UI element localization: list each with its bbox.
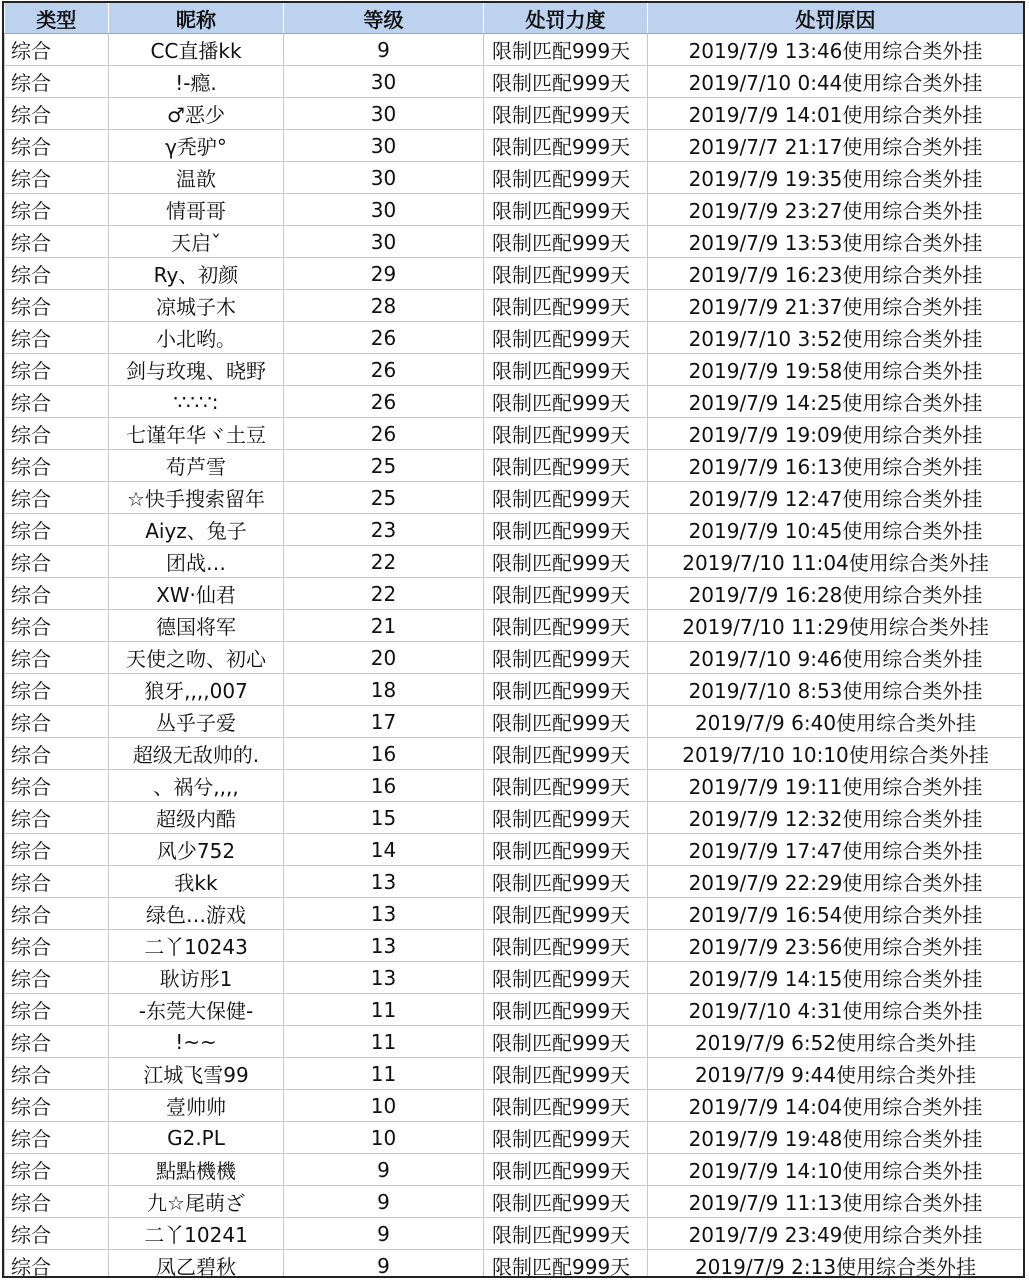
table-row [5, 610, 1024, 642]
cell-level: 9 [284, 1250, 484, 1279]
cell-nickname: 团战… [109, 546, 284, 578]
header-reason: 处罚原因 [648, 3, 1024, 34]
cell-reason: 2019/7/10 10:10使用综合类外挂 [648, 738, 1024, 770]
cell-penalty: 限制匹配999天 [484, 194, 648, 226]
table-row [5, 130, 1024, 162]
cell-type: 综合 [5, 834, 109, 866]
table-row [5, 418, 1024, 450]
cell-penalty: 限制匹配999天 [484, 802, 648, 834]
cell-level: 9 [284, 34, 484, 66]
table-row [5, 770, 1024, 802]
cell-type: 综合 [5, 418, 109, 450]
cell-reason: 2019/7/10 3:52使用综合类外挂 [648, 322, 1024, 354]
cell-level: 30 [284, 66, 484, 98]
cell-penalty: 限制匹配999天 [484, 898, 648, 930]
cell-type: 综合 [5, 1218, 109, 1250]
cell-level: 30 [284, 226, 484, 258]
cell-level: 21 [284, 610, 484, 642]
table-row [5, 962, 1024, 994]
cell-type: 综合 [5, 706, 109, 738]
cell-type: 综合 [5, 642, 109, 674]
cell-level: 30 [284, 162, 484, 194]
cell-level: 22 [284, 578, 484, 610]
cell-reason: 2019/7/9 10:45使用综合类外挂 [648, 514, 1024, 546]
cell-type: 综合 [5, 770, 109, 802]
cell-type: 综合 [5, 34, 109, 66]
table-row [5, 1186, 1024, 1218]
cell-level: 10 [284, 1090, 484, 1122]
table-row [5, 1090, 1024, 1122]
cell-penalty: 限制匹配999天 [484, 738, 648, 770]
cell-reason: 2019/7/9 6:40使用综合类外挂 [648, 706, 1024, 738]
table-row [5, 1026, 1024, 1058]
cell-reason: 2019/7/9 16:28使用综合类外挂 [648, 578, 1024, 610]
cell-level: 9 [284, 1154, 484, 1186]
cell-penalty: 限制匹配999天 [484, 34, 648, 66]
cell-reason: 2019/7/9 14:01使用综合类外挂 [648, 98, 1024, 130]
cell-type: 综合 [5, 578, 109, 610]
cell-level: 26 [284, 354, 484, 386]
cell-nickname: 二丫10243 [109, 930, 284, 962]
cell-nickname: 凤乙碧秋 [109, 1250, 284, 1279]
cell-nickname: 二丫10241 [109, 1218, 284, 1250]
cell-reason: 2019/7/9 19:48使用综合类外挂 [648, 1122, 1024, 1154]
cell-nickname: 壹帅帅 [109, 1090, 284, 1122]
cell-type: 综合 [5, 98, 109, 130]
cell-nickname: 天使之吻、初心 [109, 642, 284, 674]
cell-nickname: 超级内酷 [109, 802, 284, 834]
header-nickname: 昵称 [109, 3, 284, 34]
table-row [5, 706, 1024, 738]
cell-type: 综合 [5, 450, 109, 482]
cell-level: 17 [284, 706, 484, 738]
cell-reason: 2019/7/9 6:52使用综合类外挂 [648, 1026, 1024, 1058]
header-type: 类型 [5, 3, 109, 34]
cell-type: 综合 [5, 738, 109, 770]
cell-nickname: 风少752 [109, 834, 284, 866]
cell-nickname: ∵∴∵: [109, 386, 284, 418]
table-row [5, 162, 1024, 194]
cell-nickname: 凉城子木 [109, 290, 284, 322]
cell-level: 15 [284, 802, 484, 834]
cell-reason: 2019/7/9 23:27使用综合类外挂 [648, 194, 1024, 226]
cell-level: 25 [284, 450, 484, 482]
cell-reason: 2019/7/9 19:09使用综合类外挂 [648, 418, 1024, 450]
cell-level: 26 [284, 386, 484, 418]
cell-type: 综合 [5, 962, 109, 994]
cell-penalty: 限制匹配999天 [484, 834, 648, 866]
cell-level: 9 [284, 1186, 484, 1218]
table-row [5, 322, 1024, 354]
cell-type: 综合 [5, 226, 109, 258]
header-row [5, 3, 1024, 34]
cell-reason: 2019/7/9 14:25使用综合类外挂 [648, 386, 1024, 418]
cell-nickname: 丛乎子爱 [109, 706, 284, 738]
cell-penalty: 限制匹配999天 [484, 258, 648, 290]
cell-reason: 2019/7/9 19:35使用综合类外挂 [648, 162, 1024, 194]
cell-penalty: 限制匹配999天 [484, 1090, 648, 1122]
cell-level: 9 [284, 1218, 484, 1250]
cell-level: 14 [284, 834, 484, 866]
cell-nickname: 苟芦雪 [109, 450, 284, 482]
cell-nickname: ♂恶少 [109, 98, 284, 130]
cell-level: 28 [284, 290, 484, 322]
cell-reason: 2019/7/9 13:53使用综合类外挂 [648, 226, 1024, 258]
cell-level: 29 [284, 258, 484, 290]
cell-reason: 2019/7/10 11:04使用综合类外挂 [648, 546, 1024, 578]
cell-reason: 2019/7/9 11:13使用综合类外挂 [648, 1186, 1024, 1218]
cell-reason: 2019/7/9 2:13使用综合类外挂 [648, 1250, 1024, 1279]
table-row [5, 226, 1024, 258]
table-row [5, 1218, 1024, 1250]
penalty-table-frame [2, 1, 1025, 1278]
cell-nickname: 耿访彤1 [109, 962, 284, 994]
cell-reason: 2019/7/10 4:31使用综合类外挂 [648, 994, 1024, 1026]
cell-reason: 2019/7/9 13:46使用综合类外挂 [648, 34, 1024, 66]
cell-reason: 2019/7/7 21:17使用综合类外挂 [648, 130, 1024, 162]
cell-reason: 2019/7/9 16:13使用综合类外挂 [648, 450, 1024, 482]
cell-type: 综合 [5, 674, 109, 706]
cell-reason: 2019/7/9 17:47使用综合类外挂 [648, 834, 1024, 866]
cell-penalty: 限制匹配999天 [484, 866, 648, 898]
cell-penalty: 限制匹配999天 [484, 994, 648, 1026]
cell-penalty: 限制匹配999天 [484, 226, 648, 258]
cell-reason: 2019/7/9 19:58使用综合类外挂 [648, 354, 1024, 386]
cell-nickname: 七谨年华ヾ土豆 [109, 418, 284, 450]
cell-nickname: Ry、初颜 [109, 258, 284, 290]
table-row [5, 802, 1024, 834]
cell-penalty: 限制匹配999天 [484, 482, 648, 514]
cell-penalty: 限制匹配999天 [484, 610, 648, 642]
cell-nickname: 温歆 [109, 162, 284, 194]
table-row [5, 994, 1024, 1026]
cell-penalty: 限制匹配999天 [484, 322, 648, 354]
cell-reason: 2019/7/9 14:04使用综合类外挂 [648, 1090, 1024, 1122]
cell-level: 25 [284, 482, 484, 514]
cell-penalty: 限制匹配999天 [484, 674, 648, 706]
cell-level: 26 [284, 322, 484, 354]
cell-penalty: 限制匹配999天 [484, 1250, 648, 1279]
cell-level: 16 [284, 738, 484, 770]
cell-type: 综合 [5, 66, 109, 98]
cell-nickname: 绿色…游戏 [109, 898, 284, 930]
table-row [5, 1058, 1024, 1090]
cell-penalty: 限制匹配999天 [484, 66, 648, 98]
cell-nickname: 情哥哥 [109, 194, 284, 226]
cell-level: 11 [284, 994, 484, 1026]
cell-nickname: 德国将军 [109, 610, 284, 642]
cell-reason: 2019/7/9 16:54使用综合类外挂 [648, 898, 1024, 930]
table-body [5, 34, 1024, 1279]
cell-type: 综合 [5, 354, 109, 386]
cell-nickname: 超级无敌帅的. [109, 738, 284, 770]
cell-penalty: 限制匹配999天 [484, 962, 648, 994]
cell-nickname: 江城飞雪99 [109, 1058, 284, 1090]
cell-nickname: 天启ˇ [109, 226, 284, 258]
cell-type: 综合 [5, 1026, 109, 1058]
cell-level: 10 [284, 1122, 484, 1154]
cell-nickname: ☆快手搜索留年 [109, 482, 284, 514]
cell-penalty: 限制匹配999天 [484, 130, 648, 162]
cell-level: 30 [284, 194, 484, 226]
cell-reason: 2019/7/9 12:47使用综合类外挂 [648, 482, 1024, 514]
table-row [5, 898, 1024, 930]
cell-reason: 2019/7/9 14:15使用综合类外挂 [648, 962, 1024, 994]
cell-penalty: 限制匹配999天 [484, 930, 648, 962]
cell-type: 综合 [5, 386, 109, 418]
cell-type: 综合 [5, 322, 109, 354]
cell-type: 综合 [5, 546, 109, 578]
cell-nickname: 小北哟。 [109, 322, 284, 354]
cell-reason: 2019/7/9 19:11使用综合类外挂 [648, 770, 1024, 802]
cell-reason: 2019/7/9 23:49使用综合类外挂 [648, 1218, 1024, 1250]
cell-nickname: CC直播kk [109, 34, 284, 66]
cell-penalty: 限制匹配999天 [484, 1026, 648, 1058]
table-row [5, 34, 1024, 66]
table-row [5, 482, 1024, 514]
table-row [5, 514, 1024, 546]
table-row [5, 450, 1024, 482]
cell-type: 综合 [5, 994, 109, 1026]
cell-nickname: 、祸兮,,,, [109, 770, 284, 802]
cell-type: 综合 [5, 1186, 109, 1218]
cell-penalty: 限制匹配999天 [484, 290, 648, 322]
cell-level: 30 [284, 98, 484, 130]
cell-penalty: 限制匹配999天 [484, 514, 648, 546]
cell-reason: 2019/7/9 22:29使用综合类外挂 [648, 866, 1024, 898]
cell-type: 综合 [5, 290, 109, 322]
cell-type: 综合 [5, 130, 109, 162]
header-penalty: 处罚力度 [484, 3, 648, 34]
cell-nickname: 剑与玫瑰、晓野 [109, 354, 284, 386]
header-level: 等级 [284, 3, 484, 34]
cell-penalty: 限制匹配999天 [484, 578, 648, 610]
table-row [5, 290, 1024, 322]
cell-nickname: -东莞大保健- [109, 994, 284, 1026]
cell-penalty: 限制匹配999天 [484, 1122, 648, 1154]
table-row [5, 1250, 1024, 1279]
cell-type: 综合 [5, 162, 109, 194]
cell-penalty: 限制匹配999天 [484, 98, 648, 130]
penalty-table [4, 3, 1024, 1278]
cell-reason: 2019/7/9 9:44使用综合类外挂 [648, 1058, 1024, 1090]
cell-penalty: 限制匹配999天 [484, 418, 648, 450]
cell-reason: 2019/7/9 16:23使用综合类外挂 [648, 258, 1024, 290]
cell-type: 综合 [5, 1154, 109, 1186]
cell-type: 综合 [5, 802, 109, 834]
cell-type: 综合 [5, 1058, 109, 1090]
cell-penalty: 限制匹配999天 [484, 1058, 648, 1090]
cell-level: 16 [284, 770, 484, 802]
cell-nickname: 點點機機 [109, 1154, 284, 1186]
cell-level: 13 [284, 898, 484, 930]
cell-penalty: 限制匹配999天 [484, 386, 648, 418]
cell-reason: 2019/7/10 9:46使用综合类外挂 [648, 642, 1024, 674]
cell-level: 11 [284, 1026, 484, 1058]
table-row [5, 674, 1024, 706]
cell-penalty: 限制匹配999天 [484, 706, 648, 738]
cell-penalty: 限制匹配999天 [484, 1186, 648, 1218]
cell-penalty: 限制匹配999天 [484, 1154, 648, 1186]
table-row [5, 386, 1024, 418]
cell-type: 综合 [5, 482, 109, 514]
table-row [5, 642, 1024, 674]
cell-level: 13 [284, 962, 484, 994]
cell-reason: 2019/7/9 21:37使用综合类外挂 [648, 290, 1024, 322]
table-row [5, 1122, 1024, 1154]
cell-level: 23 [284, 514, 484, 546]
table-row [5, 354, 1024, 386]
cell-penalty: 限制匹配999天 [484, 1218, 648, 1250]
cell-nickname: 九☆尾萌ざ [109, 1186, 284, 1218]
cell-nickname: XW·仙君 [109, 578, 284, 610]
table-row [5, 258, 1024, 290]
cell-level: 11 [284, 1058, 484, 1090]
cell-level: 20 [284, 642, 484, 674]
cell-type: 综合 [5, 194, 109, 226]
cell-penalty: 限制匹配999天 [484, 162, 648, 194]
cell-reason: 2019/7/10 11:29使用综合类外挂 [648, 610, 1024, 642]
cell-type: 综合 [5, 930, 109, 962]
cell-penalty: 限制匹配999天 [484, 546, 648, 578]
cell-nickname: !~~ [109, 1026, 284, 1058]
cell-reason: 2019/7/10 0:44使用综合类外挂 [648, 66, 1024, 98]
table-row [5, 66, 1024, 98]
cell-level: 18 [284, 674, 484, 706]
cell-type: 综合 [5, 1090, 109, 1122]
cell-level: 26 [284, 418, 484, 450]
table-row [5, 866, 1024, 898]
table-row [5, 194, 1024, 226]
table-row [5, 1154, 1024, 1186]
cell-nickname: 我kk [109, 866, 284, 898]
table-row [5, 546, 1024, 578]
cell-type: 综合 [5, 866, 109, 898]
cell-level: 30 [284, 130, 484, 162]
cell-nickname: Aiyz、兔子 [109, 514, 284, 546]
cell-reason: 2019/7/10 8:53使用综合类外挂 [648, 674, 1024, 706]
cell-reason: 2019/7/9 23:56使用综合类外挂 [648, 930, 1024, 962]
cell-type: 综合 [5, 1250, 109, 1279]
table-row [5, 98, 1024, 130]
cell-nickname: G2.PL [109, 1122, 284, 1154]
cell-penalty: 限制匹配999天 [484, 770, 648, 802]
cell-level: 13 [284, 866, 484, 898]
cell-type: 综合 [5, 258, 109, 290]
cell-penalty: 限制匹配999天 [484, 450, 648, 482]
cell-level: 22 [284, 546, 484, 578]
cell-type: 综合 [5, 610, 109, 642]
table-row [5, 738, 1024, 770]
cell-nickname: γ秃驴° [109, 130, 284, 162]
cell-type: 综合 [5, 1122, 109, 1154]
cell-type: 综合 [5, 514, 109, 546]
table-row [5, 834, 1024, 866]
table-row [5, 930, 1024, 962]
cell-type: 综合 [5, 898, 109, 930]
cell-level: 13 [284, 930, 484, 962]
cell-reason: 2019/7/9 14:10使用综合类外挂 [648, 1154, 1024, 1186]
cell-penalty: 限制匹配999天 [484, 642, 648, 674]
cell-penalty: 限制匹配999天 [484, 354, 648, 386]
cell-reason: 2019/7/9 12:32使用综合类外挂 [648, 802, 1024, 834]
cell-nickname: !-瘾. [109, 66, 284, 98]
cell-nickname: 狼牙,,,,007 [109, 674, 284, 706]
table-row [5, 578, 1024, 610]
